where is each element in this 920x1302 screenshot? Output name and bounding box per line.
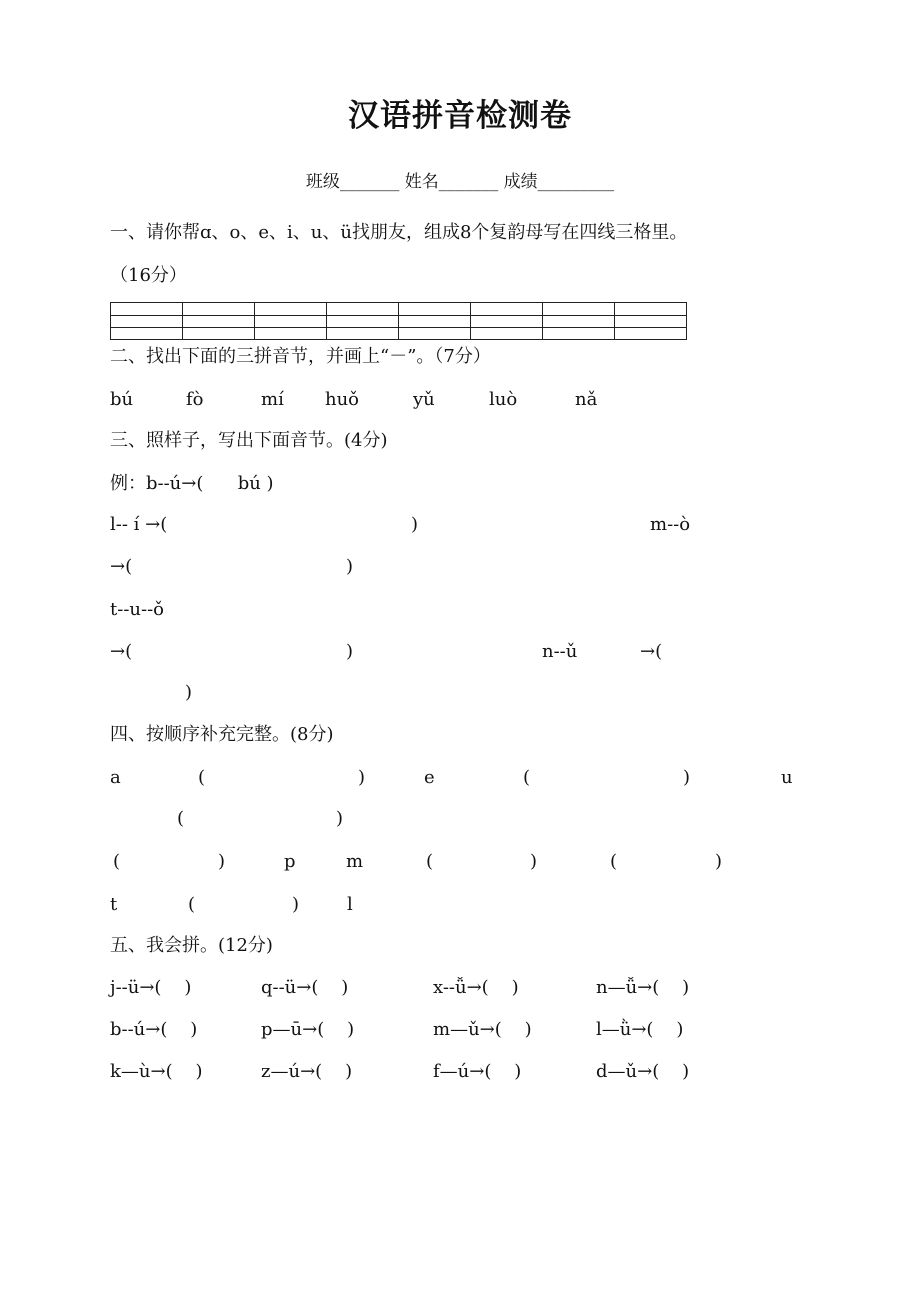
q4-blank-open[interactable]: ( bbox=[610, 851, 618, 872]
q5-exercise[interactable]: k—ù→( ) bbox=[110, 1061, 203, 1082]
q4-prompt: 四、按顺序补充完整。(8分) bbox=[110, 724, 334, 745]
q2-syllable[interactable]: luò bbox=[489, 389, 518, 410]
q1-score: （16分） bbox=[110, 265, 187, 286]
q5-exercise[interactable]: d—ǔ→( ) bbox=[596, 1061, 690, 1082]
student-info-line: 班级_______ 姓名_______ 成绩_________ bbox=[305, 172, 615, 192]
q5-exercise[interactable]: l—ǜ→( ) bbox=[596, 1019, 684, 1040]
q4-letter: l bbox=[347, 894, 353, 915]
q4-blank-close[interactable]: ) bbox=[218, 851, 226, 872]
q3-answer-close[interactable]: ) bbox=[185, 682, 193, 703]
q2-syllable[interactable]: yǔ bbox=[413, 389, 435, 410]
grid-cell[interactable] bbox=[615, 303, 687, 316]
page-title: 汉语拼音检测卷 bbox=[348, 98, 572, 134]
q2-syllable[interactable]: nǎ bbox=[575, 389, 598, 410]
grid-cell[interactable] bbox=[471, 328, 543, 340]
q3-answer-open[interactable]: →( bbox=[110, 641, 133, 662]
grid-cell[interactable] bbox=[543, 303, 615, 316]
four-line-grid[interactable] bbox=[110, 302, 687, 340]
q3-prompt: 三、照样子，写出下面音节。(4分) bbox=[110, 430, 388, 451]
grid-cell[interactable] bbox=[111, 328, 183, 340]
q4-letter: m bbox=[346, 851, 364, 872]
q4-blank-close[interactable]: ) bbox=[292, 894, 300, 915]
q4-letter: a bbox=[110, 767, 121, 788]
q5-exercise[interactable]: j--ü→( ) bbox=[110, 977, 192, 998]
q4-blank-open[interactable]: ( bbox=[198, 767, 206, 788]
q1-prompt: 一、请你帮ɑ、o、e、i、u、ü找朋友，组成8个复韵母写在四线三格里。 bbox=[110, 222, 688, 243]
grid-cell[interactable] bbox=[615, 316, 687, 328]
grid-cell[interactable] bbox=[255, 316, 327, 328]
grid-cell[interactable] bbox=[183, 316, 255, 328]
q5-exercise[interactable]: p—ū→( ) bbox=[261, 1019, 355, 1040]
q2-syllable[interactable]: fò bbox=[186, 389, 204, 410]
grid-cell[interactable] bbox=[327, 328, 399, 340]
q5-exercise[interactable]: q--ü→( ) bbox=[261, 977, 349, 998]
q5-exercise[interactable]: m—ǔ→( ) bbox=[433, 1019, 532, 1040]
q3-item: n--ǔ bbox=[542, 641, 578, 662]
q5-exercise[interactable]: n—ǚ→( ) bbox=[596, 977, 690, 998]
grid-cell[interactable] bbox=[615, 328, 687, 340]
q4-blank-close[interactable]: ) bbox=[358, 767, 366, 788]
grid-cell[interactable] bbox=[471, 316, 543, 328]
q3-answer-open[interactable]: →( bbox=[110, 556, 133, 577]
grid-cell[interactable] bbox=[183, 303, 255, 316]
grid-cell[interactable] bbox=[255, 303, 327, 316]
grid-cell[interactable] bbox=[399, 328, 471, 340]
grid-cell[interactable] bbox=[183, 328, 255, 340]
grid-cell[interactable] bbox=[327, 303, 399, 316]
q4-blank-close[interactable]: ) bbox=[715, 851, 723, 872]
q3-item: t--u--ǒ bbox=[110, 599, 164, 620]
q3-example: 例：b--ú→( bú ) bbox=[110, 473, 274, 494]
q2-syllable[interactable]: huǒ bbox=[325, 389, 360, 410]
q4-blank-open[interactable]: ( bbox=[177, 808, 185, 829]
q3-answer-open[interactable]: →( bbox=[640, 641, 663, 662]
q4-letter: e bbox=[424, 767, 435, 788]
q4-letter: p bbox=[284, 851, 296, 872]
grid-cell[interactable] bbox=[543, 316, 615, 328]
grid-cell[interactable] bbox=[399, 303, 471, 316]
grid-cell[interactable] bbox=[327, 316, 399, 328]
q4-blank-open[interactable]: ( bbox=[188, 894, 196, 915]
q4-blank-open[interactable]: ( bbox=[113, 851, 121, 872]
grid-cell[interactable] bbox=[255, 328, 327, 340]
q4-blank-close[interactable]: ) bbox=[683, 767, 691, 788]
q4-blank-open[interactable]: ( bbox=[426, 851, 434, 872]
q3-answer-close[interactable]: ) bbox=[346, 556, 354, 577]
q5-exercise[interactable]: z—ú→( ) bbox=[261, 1061, 353, 1082]
q5-prompt: 五、我会拼。(12分) bbox=[110, 935, 273, 956]
grid-cell[interactable] bbox=[543, 328, 615, 340]
q3-item: l-- í →( bbox=[110, 514, 168, 535]
q4-letter: u bbox=[781, 767, 793, 788]
q5-exercise[interactable]: b--ú→( ) bbox=[110, 1019, 198, 1040]
grid-cell[interactable] bbox=[399, 316, 471, 328]
q3-answer-close[interactable]: ) bbox=[346, 641, 354, 662]
q4-blank-close[interactable]: ) bbox=[336, 808, 344, 829]
q4-letter: t bbox=[110, 894, 118, 915]
q3-answer-close[interactable]: ) bbox=[411, 514, 419, 535]
q2-syllable[interactable]: mí bbox=[261, 389, 284, 410]
grid-cell[interactable] bbox=[111, 316, 183, 328]
q3-item: m--ò bbox=[650, 514, 691, 535]
q5-exercise[interactable]: f—ú→( ) bbox=[433, 1061, 522, 1082]
q4-blank-open[interactable]: ( bbox=[523, 767, 531, 788]
grid-cell[interactable] bbox=[111, 303, 183, 316]
q2-syllable[interactable]: bú bbox=[110, 389, 134, 410]
q2-prompt: 二、找出下面的三拼音节，并画上“－”。（7分） bbox=[110, 346, 491, 367]
grid-cell[interactable] bbox=[471, 303, 543, 316]
q5-exercise[interactable]: x--ǚ→( ) bbox=[433, 977, 519, 998]
q4-blank-close[interactable]: ) bbox=[530, 851, 538, 872]
